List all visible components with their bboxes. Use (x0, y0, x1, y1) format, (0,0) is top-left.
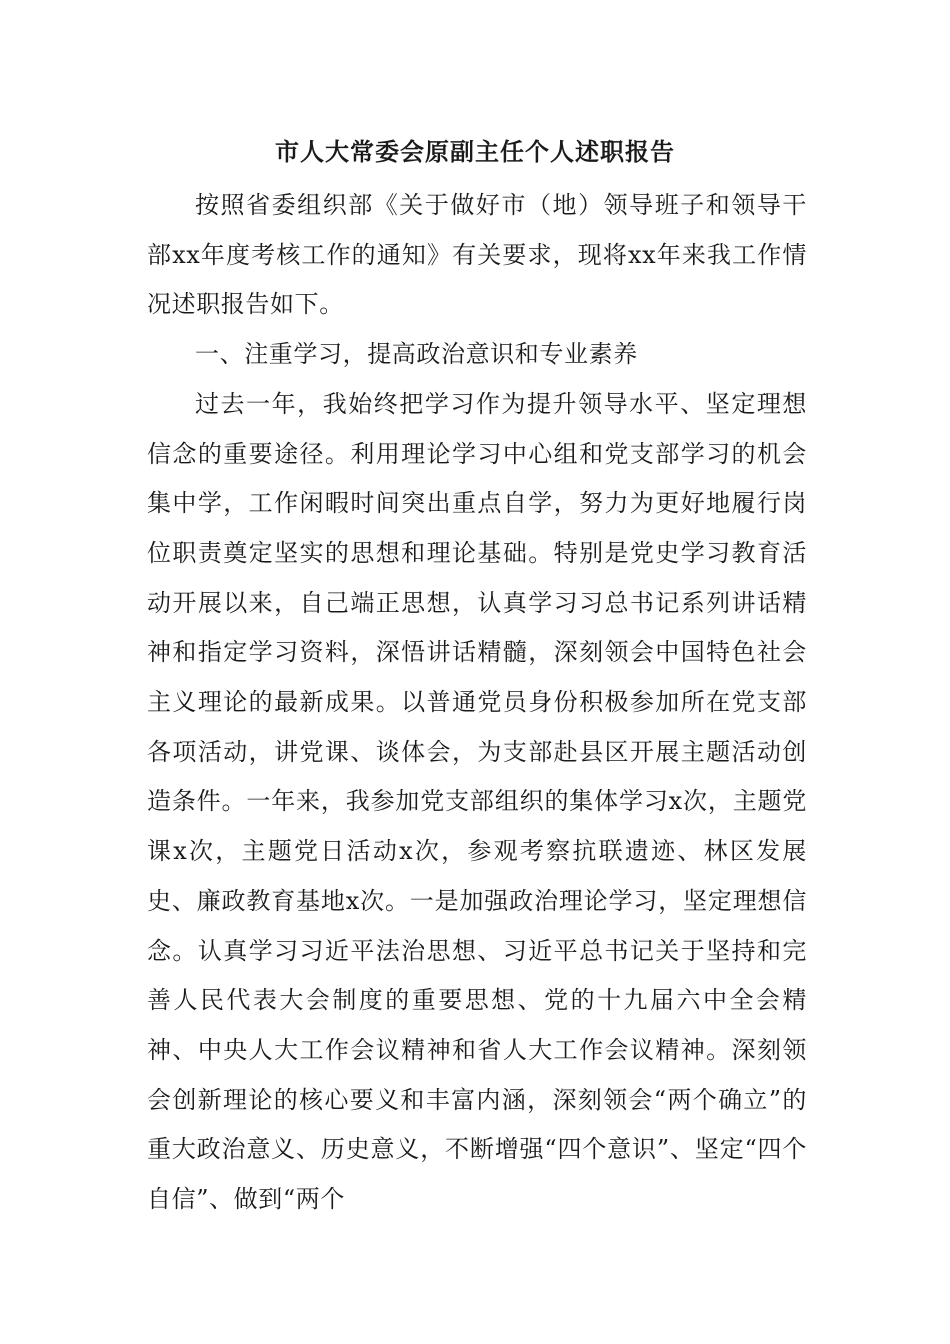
paragraph-section-1: 过去一年，我始终把学习作为提升领导水平、坚定理想信念的重要途径。利用理论学习中心组和党支部学习的机会集中学，工作闲暇时间突出重点自学，努力为更好地履行岗位职责奠定坚实的思想和理论基础。特别是党史学习教育活动开展以来，自己端正思想，认真学习习总书记系列讲话精神和指定学习资料，深悟讲话精髓，深刻领会中国特色社会主义理论的最新成果。以普通党员身份积极参加所在党支部各项活动，讲党课、谈体会，为支部赴县区开展主题活动创造条件。一年来，我参加党支部组织的集体学习x次，主题党课x次，主题党日活动x次，参观考察抗联遗迹、林区发展史、廉政教育基地x次。一是加强政治理论学习，坚定理想信念。认真学习习近平法治思想、习近平总书记关于坚持和完善人民代表大会制度的重要思想、党的十九届六中全会精神、中央人大工作会议精神和省人大工作会议精神。深刻领会创新理论的核心要义和丰富内涵，深刻领会“两个确立”的重大政治意义、历史意义，不断增强“四个意识”、坚定“四个自信”、做到“两个 (147, 389, 807, 1214)
document-title: 市人大常委会原副主任个人述职报告 (275, 137, 675, 166)
document-body (147, 181, 807, 1225)
paragraph-intro: 按照省委组织部《关于做好市（地）领导班子和领导干部xx年度考核工作的通知》有关要求，现将xx年来我工作情况述职报告如下。 (147, 191, 807, 319)
section-heading-1: 一、注重学习，提高政治意识和专业素养 (195, 340, 638, 369)
